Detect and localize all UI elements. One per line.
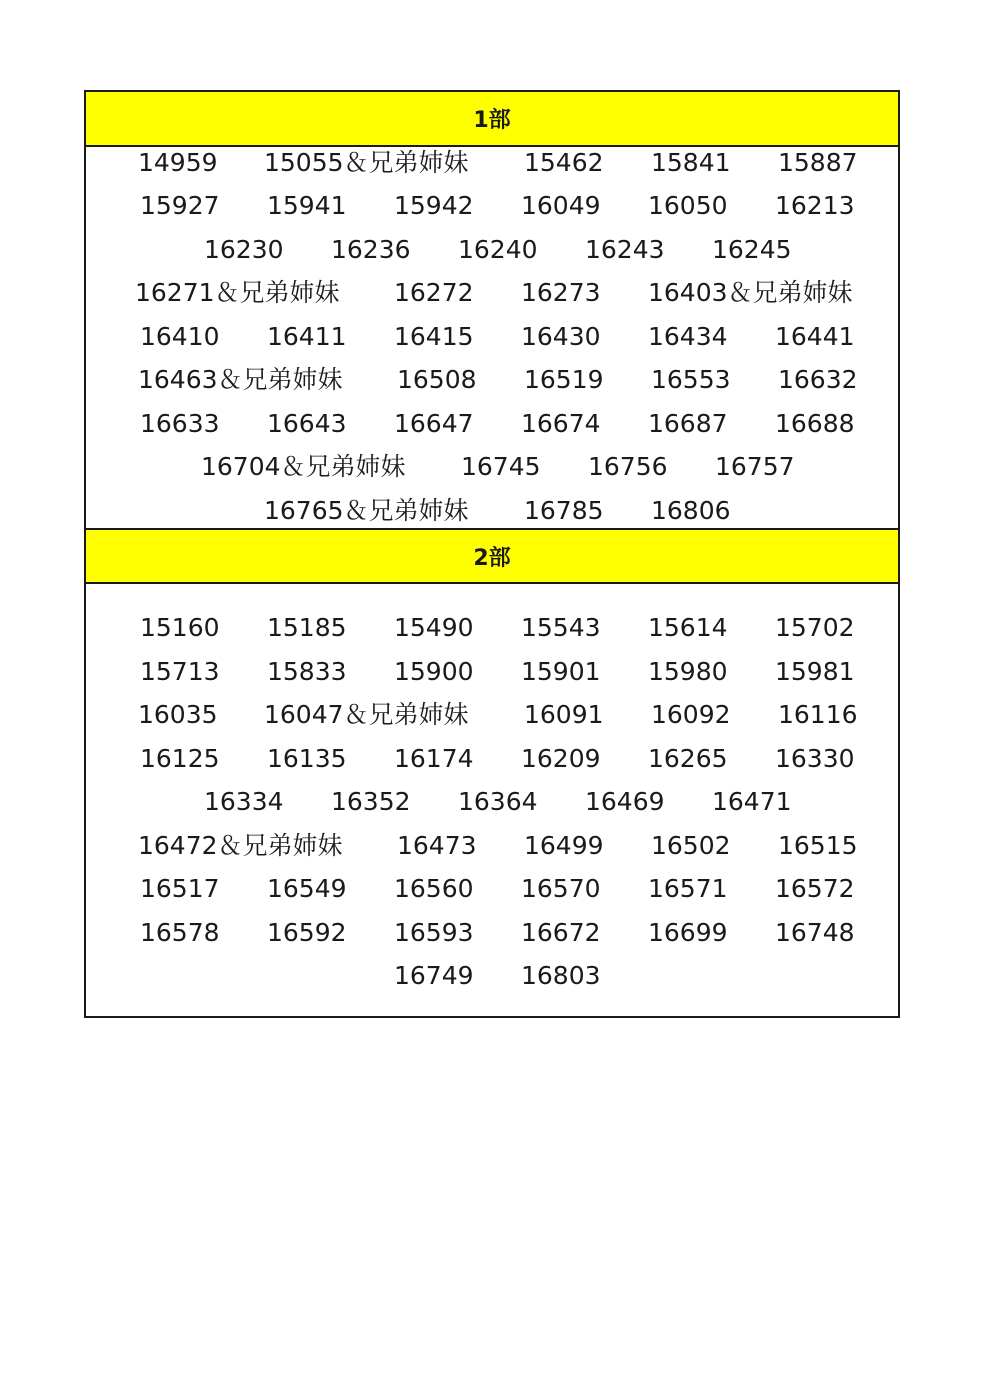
ticket-number: 16047＆兄弟姉妹 xyxy=(264,700,469,729)
section-2-header xyxy=(86,528,898,584)
ticket-number: 16553 xyxy=(651,365,731,394)
ticket-number: 16632 xyxy=(778,365,858,394)
ticket-number: 16687 xyxy=(648,409,728,438)
section-1-row xyxy=(86,235,898,278)
ticket-number: 16364 xyxy=(458,787,538,816)
ticket-number: 16593 xyxy=(394,918,474,947)
ticket-number: 16410 xyxy=(140,322,220,351)
ticket-number: 16240 xyxy=(458,235,538,264)
ticket-number: 16473 xyxy=(397,831,477,860)
ticket-number: 16415 xyxy=(394,322,474,351)
section-2-row xyxy=(86,961,898,1004)
ticket-number: 15927 xyxy=(140,191,220,220)
ticket-number: 16765＆兄弟姉妹 xyxy=(264,496,469,525)
ticket-number: 16091 xyxy=(524,700,604,729)
ticket-number: 15980 xyxy=(648,657,728,686)
ticket-number: 16515 xyxy=(778,831,858,860)
ticket-number: 16502 xyxy=(651,831,731,860)
ticket-number: 16749 xyxy=(394,961,474,990)
section-1-row xyxy=(86,409,898,452)
section-2-row xyxy=(86,874,898,917)
ticket-number: 16549 xyxy=(267,874,347,903)
ticket-number: 15185 xyxy=(267,613,347,642)
section-2-row xyxy=(86,787,898,830)
section-1-row xyxy=(86,278,898,321)
ticket-number: 16273 xyxy=(521,278,601,307)
ticket-number: 15887 xyxy=(778,148,858,177)
ticket-number: 16441 xyxy=(775,322,855,351)
section-2-row xyxy=(86,744,898,787)
ticket-number: 15543 xyxy=(521,613,601,642)
ticket-number: 16403＆兄弟姉妹 xyxy=(648,278,853,307)
ticket-number: 16517 xyxy=(140,874,220,903)
ticket-number: 15941 xyxy=(267,191,347,220)
ticket-number: 16245 xyxy=(712,235,792,264)
ticket-number: 16806 xyxy=(651,496,731,525)
ticket-number: 16272 xyxy=(394,278,474,307)
ticket-number: 15462 xyxy=(524,148,604,177)
ticket-number: 16236 xyxy=(331,235,411,264)
ticket-number: 15702 xyxy=(775,613,855,642)
section-2-row xyxy=(86,918,898,961)
ticket-number: 16213 xyxy=(775,191,855,220)
ticket-number: 16092 xyxy=(651,700,731,729)
ticket-number: 16209 xyxy=(521,744,601,773)
ticket-number: 16049 xyxy=(521,191,601,220)
ticket-number: 15981 xyxy=(775,657,855,686)
ticket-number: 16745 xyxy=(461,452,541,481)
section-1-row xyxy=(86,452,898,495)
ticket-number: 15160 xyxy=(140,613,220,642)
ticket-number: 16756 xyxy=(588,452,668,481)
ticket-number: 16688 xyxy=(775,409,855,438)
ticket-number: 16330 xyxy=(775,744,855,773)
ticket-number: 15841 xyxy=(651,148,731,177)
ticket-number: 16116 xyxy=(778,700,858,729)
section-2-row xyxy=(86,657,898,700)
ticket-number: 16571 xyxy=(648,874,728,903)
ticket-number: 15900 xyxy=(394,657,474,686)
ticket-number: 16643 xyxy=(267,409,347,438)
ticket-number: 16757 xyxy=(715,452,795,481)
ticket-number: 16519 xyxy=(524,365,604,394)
ticket-number: 16125 xyxy=(140,744,220,773)
ticket-number: 16578 xyxy=(140,918,220,947)
section-1-row xyxy=(86,191,898,234)
ticket-number: 16560 xyxy=(394,874,474,903)
section-1-row xyxy=(86,365,898,408)
number-table xyxy=(84,90,900,1018)
section-1-title: 1部 xyxy=(473,108,511,133)
section-2-row xyxy=(86,613,898,656)
ticket-number: 16672 xyxy=(521,918,601,947)
ticket-number: 16499 xyxy=(524,831,604,860)
ticket-number: 15490 xyxy=(394,613,474,642)
ticket-number: 16674 xyxy=(521,409,601,438)
ticket-number: 16572 xyxy=(775,874,855,903)
ticket-number: 15833 xyxy=(267,657,347,686)
ticket-number: 16463＆兄弟姉妹 xyxy=(138,365,343,394)
ticket-number: 16265 xyxy=(648,744,728,773)
ticket-number: 16243 xyxy=(585,235,665,264)
ticket-number: 16334 xyxy=(204,787,284,816)
section-1-row xyxy=(86,148,898,191)
ticket-number: 15713 xyxy=(140,657,220,686)
ticket-number: 16647 xyxy=(394,409,474,438)
section-2-row xyxy=(86,700,898,743)
ticket-number: 16633 xyxy=(140,409,220,438)
ticket-number: 16472＆兄弟姉妹 xyxy=(138,831,343,860)
ticket-number: 16434 xyxy=(648,322,728,351)
section-2-row xyxy=(86,831,898,874)
ticket-number: 16271＆兄弟姉妹 xyxy=(135,278,340,307)
ticket-number: 16508 xyxy=(397,365,477,394)
ticket-number: 16035 xyxy=(138,700,218,729)
ticket-number: 16050 xyxy=(648,191,728,220)
ticket-number: 16785 xyxy=(524,496,604,525)
section-1-header xyxy=(86,92,898,147)
ticket-number: 16592 xyxy=(267,918,347,947)
ticket-number: 16471 xyxy=(712,787,792,816)
ticket-number: 14959 xyxy=(138,148,218,177)
ticket-number: 16430 xyxy=(521,322,601,351)
ticket-number: 15055＆兄弟姉妹 xyxy=(264,148,469,177)
ticket-number: 16748 xyxy=(775,918,855,947)
ticket-number: 16135 xyxy=(267,744,347,773)
ticket-number: 15901 xyxy=(521,657,601,686)
ticket-number: 16352 xyxy=(331,787,411,816)
ticket-number: 16704＆兄弟姉妹 xyxy=(201,452,406,481)
ticket-number: 16411 xyxy=(267,322,347,351)
ticket-number: 16570 xyxy=(521,874,601,903)
ticket-number: 16699 xyxy=(648,918,728,947)
section-2-title: 2部 xyxy=(473,545,511,571)
ticket-number: 15942 xyxy=(394,191,474,220)
ticket-number: 16803 xyxy=(521,961,601,990)
ticket-number: 16230 xyxy=(204,235,284,264)
section-1-row xyxy=(86,322,898,365)
ticket-number: 15614 xyxy=(648,613,728,642)
ticket-number: 16174 xyxy=(394,744,474,773)
ticket-number: 16469 xyxy=(585,787,665,816)
